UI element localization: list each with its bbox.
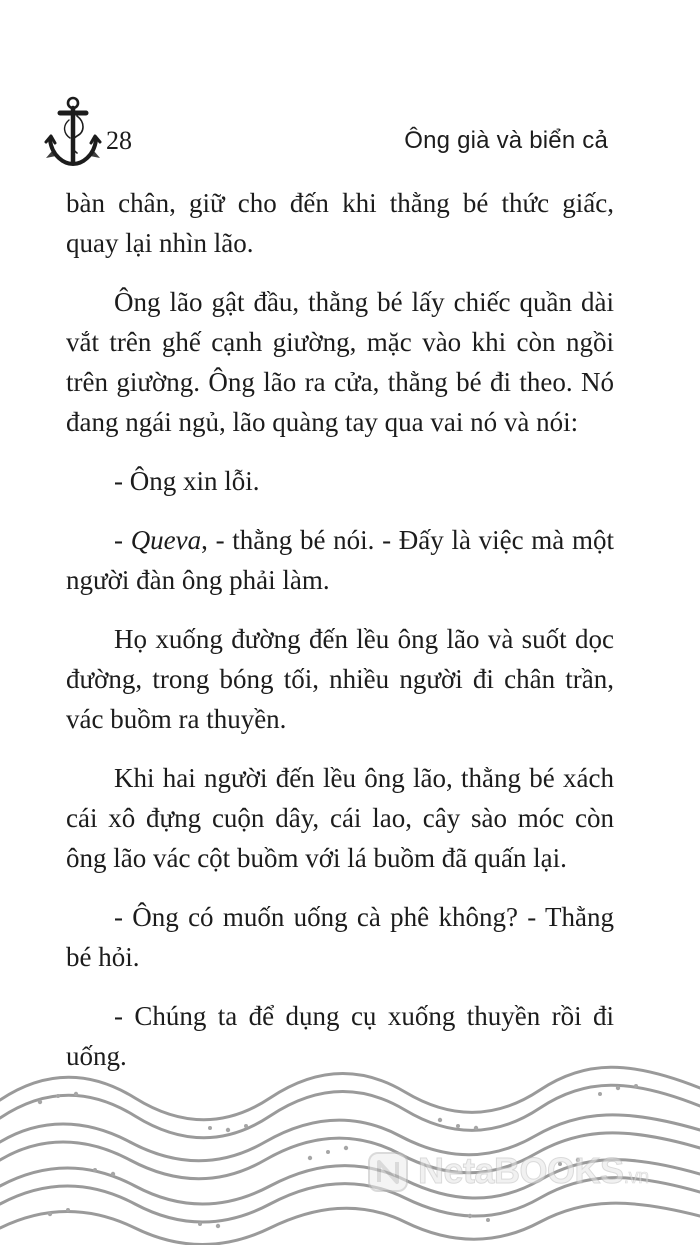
anchor-icon [44,96,102,170]
watermark-brand: NetaBOOKS [418,1150,624,1191]
dialogue-dash: - [114,525,131,555]
dialogue-line [66,520,614,600]
watermark-text [418,1150,649,1192]
dialogue-rest: , - thằng bé nói. - Đấy là việc mà một người đàn ông phải làm. [66,525,614,595]
paragraph: Họ xuống đường đến lều ông lão và suốt dọc đường, trong bóng tối, nhiều người đi chân trần, vác buồm ra thuyền. [66,624,614,734]
paragraph: bàn chân, giữ cho đến khi thằng bé thức giấc, quay lại nhìn lão. [66,188,614,258]
italic-word: Queva [130,525,202,555]
dialogue-line: - Ông có muốn uống cà phê không? - Thằng bé hỏi. [66,902,614,972]
paragraph: Ông lão gật đầu, thằng bé lấy chiếc quần dài vắt trên ghế cạnh giường, mặc vào khi còn ngồi trên giường. Ông lão ra cửa, thằng bé đi theo. Nó đang ngái ngủ, lão quàng tay qua vai nó và nói: [66,287,614,437]
body-text [66,183,614,1095]
dialogue-line: - Chúng ta để dụng cụ xuống thuyền rồi đi uống. [66,1001,614,1071]
page-header [0,92,700,172]
paragraph: Khi hai người đến lều ông lão, thằng bé xách cái xô đựng cuộn dây, cái lao, cây sào móc còn ông lão vác cột buồm với lá buồm đã quấn lại. [66,763,614,873]
page-number: 28 [106,126,132,155]
watermark [362,1142,700,1202]
running-title: Ông già và biển cả [404,127,608,154]
watermark-suffix: .vn [623,1166,649,1188]
dialogue-line: - Ông xin lỗi. [114,466,260,496]
netabooks-logo-icon [366,1150,410,1194]
